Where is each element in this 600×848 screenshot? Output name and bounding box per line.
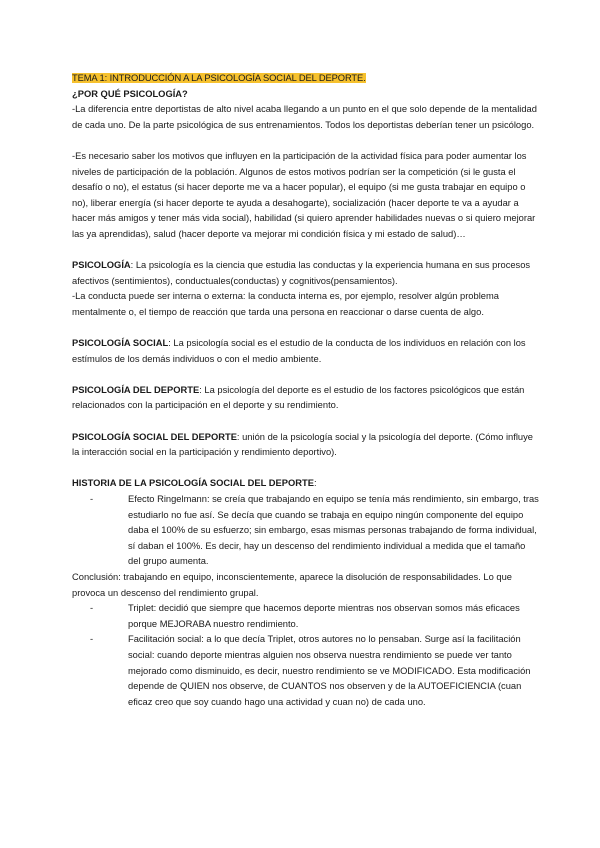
definition-social-psychology-text: : La psicología social es el estudio de la conducta de los individuos en relación con los estímulos de los demás individuos o con el medio ambiente. — [72, 338, 526, 364]
spacer — [72, 321, 540, 337]
list-item — [90, 632, 540, 710]
definition-sport-psychology-text: : La psicología del deporte es el estudio de los factores psicológicos que están relacionados con la participación en el deporte y su rendimiento. — [72, 384, 525, 411]
dash-bullet: - — [90, 494, 94, 505]
spacer — [72, 367, 540, 383]
paragraph-high-level-athletes: -La diferencia entre deportistas de alto nivel acaba llegando a un punto en el que solo depende de la mentalidad de cada uno. De la parte psicológica de sus entrenamientos. Todos los deportistas deberían tener un psicólogo. — [72, 104, 537, 130]
spacer — [72, 461, 540, 477]
definition-psychology-text: : La psicología es la ciencia que estudia las conductas y la experiencia humana en sus procesos afectivos (sentimientos), conductuales(conductas) y cognitivos(pensamientos). — [72, 260, 531, 286]
dash-bullet: - — [90, 634, 94, 645]
list-item-text: Efecto Ringelmann: se creía que trabajando en equipo se tenía más rendimiento, sin embargo, tras estudiarlo no fue así. Se decía que cuando se trabaja en equipo ningún componente del equipo daba el 100% de su esfuerzo; sin embargo, esas mismas personas trabajando de forma individual, sí daban el 100%. Es decir, hay un descenso del rendimiento individual a medida que el tamaño del grupo aumenta. — [128, 494, 539, 567]
definition-social-psychology-label: PSICOLOGÍA SOCIAL — [72, 338, 169, 349]
document-title: TEMA 1: INTRODUCCIÓN A LA PSICOLOGÍA SOCIAL DEL DEPORTE. — [72, 73, 366, 83]
history-heading-colon: : — [313, 478, 317, 489]
history-list-2 — [72, 601, 540, 710]
history-list-1 — [72, 492, 540, 570]
document-title-line — [72, 71, 540, 87]
spacer — [72, 414, 540, 430]
definition-psychology-label: PSICOLOGÍA — [72, 260, 131, 271]
spacer — [72, 243, 540, 259]
definition-sport-psychology-label: PSICOLOGÍA DEL DEPORTE — [72, 384, 200, 395]
definition-social-sport-psychology-label: PSICOLOGÍA SOCIAL DEL DEPORTE — [72, 431, 237, 442]
list-item-text: Facilitación social: a lo que decía Triplet, otros autores no lo pensaban. Surge así la facilitación social: cuando deporte mientras alguien nos observa nuestra rendimiento se puede ver tanto mejorado como disminuido, es decir, nuestro rendimiento se ve MODIFICADO. Esta modificación depende de QUIEN nos observe, de CUANTOS nos observen y de la AUTOEFICIENCIA (cuan eficaz creo que soy cuando hago una actividad y cuan no) de cada uno. — [128, 634, 531, 707]
list-item-text: Triplet: decidió que siempre que hacemos deporte mientras nos observan somos más eficaces porque MEJORABA nuestro rendimiento. — [128, 603, 520, 629]
spacer — [72, 133, 540, 149]
history-heading-line — [72, 476, 540, 492]
definition-sport-psychology — [72, 383, 540, 414]
paragraph-participation-motives: -Es necesario saber los motivos que influyen en la participación de la actividad física para poder aumentar los niveles de participación de la población. Algunos de estos motivos podrían ser la competición (si le gusta el desafío o no), el estatus (si hacer deporte me va a hacer popular), el equipo (si me gusta trabajar en equipo o no), liberar energía (si hacer deporte te ayuda a desahogarte), socialización (hacer deporte te va a ayudar a hacer más amigos y tener más vida social), habilidad (si quiero aprender habilidades nuevas o si quiero mejorar las ya aprendidas), salud (hacer deporte va mejorar mi condición física y mi estado de salud)… — [72, 150, 536, 239]
definition-psychology-extra: -La conducta puede ser interna o externa: la conducta interna es, por ejemplo, resolver algún problema mentalmente o, el tiempo de reacción que tarda una persona en reaccionar o darse cuenta de algo. — [72, 291, 499, 317]
definition-social-sport-psychology-text: : unión de la psicología social y la psicología del deporte. (Cómo influye la interacción social en la participación y rendimiento deportivo). — [72, 431, 533, 458]
definition-psychology — [72, 258, 540, 289]
dash-bullet: - — [90, 603, 94, 614]
definition-social-sport-psychology — [72, 430, 540, 461]
section-heading-why-psychology: ¿POR QUÉ PSICOLOGÍA? — [72, 88, 188, 99]
conclusion-paragraph: Conclusión: trabajando en equipo, inconscientemente, aparece la disolución de responsabilidades. Lo que provoca un descenso del rendimiento grupal. — [72, 572, 512, 598]
history-heading: HISTORIA DE LA PSICOLOGÍA SOCIAL DEL DEPORTE — [72, 478, 314, 489]
list-item — [90, 601, 540, 632]
list-item — [90, 492, 540, 570]
definition-social-psychology — [72, 336, 540, 367]
